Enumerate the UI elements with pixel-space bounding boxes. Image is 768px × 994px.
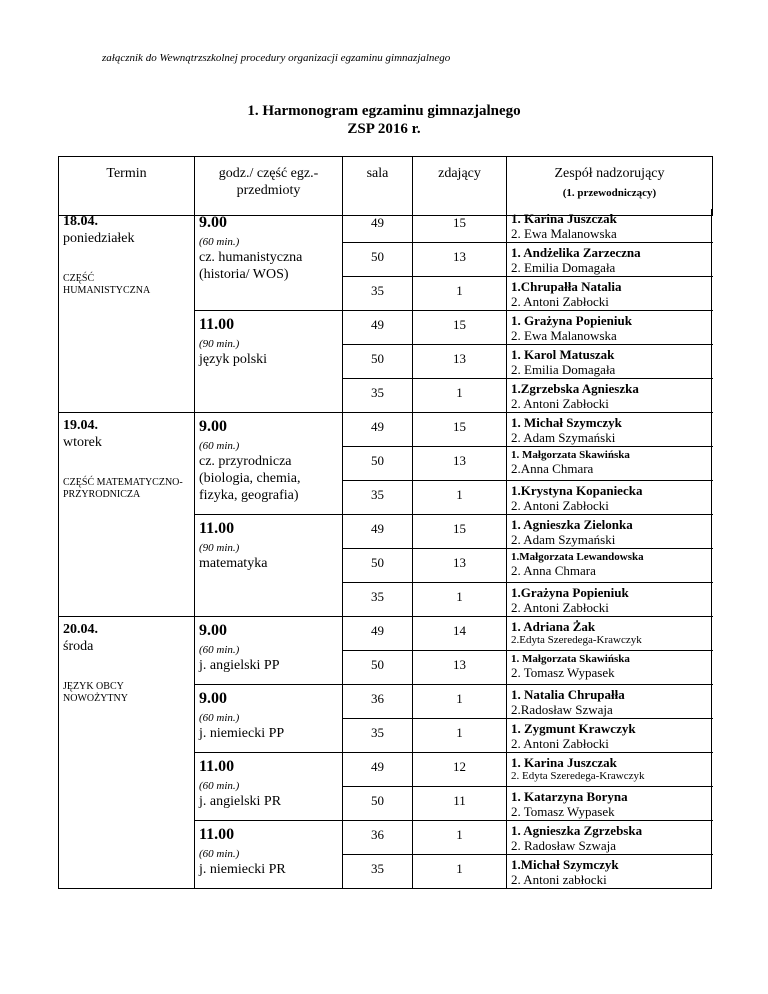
supervisors-cell	[507, 209, 712, 243]
exam-part: JĘZYK OBCY NOWOŻYTNY	[63, 681, 128, 704]
day-date: 19.04.	[63, 418, 98, 433]
table-header-row	[59, 157, 713, 216]
students-cell: 15	[453, 419, 466, 434]
chair-name: 1. Agnieszka Zgrzebska	[511, 823, 643, 838]
header-godz: godz./ część egz.- przedmioty	[195, 157, 343, 216]
member-name: 2. Adam Szymański	[511, 430, 616, 445]
member-name: 2. Adam Szymański	[511, 532, 616, 547]
students-cell: 13	[453, 453, 466, 468]
document-title	[0, 102, 768, 138]
day-cell	[59, 209, 194, 413]
students-cell: 13	[453, 351, 466, 366]
supervisors-cell	[507, 787, 712, 821]
supervisors-cell	[507, 379, 712, 413]
students-cell: 1	[456, 827, 463, 842]
supervisors-cell	[507, 583, 712, 617]
session-subject: cz. humanistyczna (historia/ WOS)	[199, 250, 303, 282]
supervisors-cell	[507, 447, 712, 481]
session-duration: (60 min.)	[199, 780, 240, 792]
day-weekday: poniedziałek	[63, 231, 135, 246]
chair-name: 1. Karina Juszczak	[511, 755, 617, 770]
chair-name: 1.Krystyna Kopaniecka	[511, 483, 643, 498]
session-subject: cz. przyrodnicza (biologia, chemia, fizyka, geografia)	[199, 454, 301, 503]
supervisors-cell	[507, 855, 712, 889]
day-weekday: środa	[63, 639, 94, 654]
session-time: 9.00	[199, 418, 227, 435]
member-name: 2. Emilia Domagała	[511, 362, 616, 377]
member-name: 2. Antoni zabłocki	[511, 872, 607, 887]
students-cell: 1	[456, 589, 463, 604]
room-cell: 49	[371, 419, 384, 434]
session-subject: j. niemiecki PR	[199, 862, 286, 877]
session-cell	[195, 311, 342, 413]
member-name: 2.Radosław Szwaja	[511, 702, 613, 717]
member-name: 2. Edyta Szeredega-Krawczyk	[511, 770, 645, 782]
session-cell	[195, 515, 342, 617]
students-cell: 15	[453, 521, 466, 536]
supervisors-cell	[507, 277, 712, 311]
member-name: 2. Anna Chmara	[511, 563, 596, 578]
day-cell	[59, 413, 194, 617]
header-zdajacy: zdający	[413, 157, 507, 216]
supervisors-cell	[507, 515, 712, 549]
room-cell: 49	[371, 215, 384, 230]
session-cell	[195, 413, 342, 515]
room-cell: 50	[371, 793, 384, 808]
schedule-body	[58, 209, 712, 889]
member-name: 2. Antoni Zabłocki	[511, 396, 609, 411]
session-time: 11.00	[199, 758, 235, 775]
students-cell: 12	[453, 759, 466, 774]
member-name: 2. Antoni Zabłocki	[511, 498, 609, 513]
chair-name: 1. Karol Matuszak	[511, 347, 615, 362]
header-zespol: Zespół nadzorujący (1. przewodniczący)	[507, 157, 713, 216]
session-duration: (60 min.)	[199, 236, 240, 248]
room-cell: 50	[371, 351, 384, 366]
title-line-1: 1. Harmonogram egzaminu gimnazjalnego	[247, 103, 521, 119]
supervisors-cell	[507, 719, 712, 753]
room-cell: 50	[371, 453, 384, 468]
room-cell: 35	[371, 385, 384, 400]
room-cell: 35	[371, 589, 384, 604]
session-subject: matematyka	[199, 556, 268, 571]
session-cell	[195, 617, 342, 685]
session-time: 9.00	[199, 690, 227, 707]
session-time: 11.00	[199, 520, 235, 537]
room-cell: 35	[371, 861, 384, 876]
schedule-table	[58, 156, 713, 216]
students-cell: 1	[456, 691, 463, 706]
supervisors-cell	[507, 345, 712, 379]
member-name: 2. Antoni Zabłocki	[511, 736, 609, 751]
students-cell: 15	[453, 215, 466, 230]
students-cell: 13	[453, 555, 466, 570]
supervisors-cell	[507, 481, 712, 515]
students-cell: 11	[453, 793, 466, 808]
students-cell: 13	[453, 249, 466, 264]
chair-name: 1. Katarzyna Boryna	[511, 789, 628, 804]
session-subject: j. niemiecki PP	[199, 726, 285, 741]
supervisors-cell	[507, 617, 712, 651]
chair-name: 1. Karina Juszczak	[511, 211, 617, 226]
session-time: 9.00	[199, 214, 227, 231]
day-weekday: wtorek	[63, 435, 102, 450]
chair-name: 1.Michał Szymczyk	[511, 857, 619, 872]
member-name: 2. Ewa Malanowska	[511, 226, 617, 241]
session-cell	[195, 821, 342, 889]
exam-part: CZĘŚĆ HUMANISTYCZNA	[63, 273, 151, 296]
session-cell	[195, 209, 342, 311]
session-duration: (90 min.)	[199, 338, 240, 350]
supervisors-cell	[507, 821, 712, 855]
supervisors-cell	[507, 753, 712, 787]
room-cell: 36	[371, 827, 384, 842]
room-cell: 35	[371, 283, 384, 298]
chair-name: 1. Michał Szymczyk	[511, 415, 622, 430]
room-cell: 49	[371, 317, 384, 332]
session-cell	[195, 685, 342, 753]
supervisors-cell	[507, 549, 712, 583]
supervisors-cell	[507, 243, 712, 277]
day-cell	[59, 617, 194, 889]
member-name: 2. Antoni Zabłocki	[511, 600, 609, 615]
chair-name: 1. Zygmunt Krawczyk	[511, 721, 636, 736]
session-duration: (60 min.)	[199, 712, 240, 724]
chair-name: 1.Grażyna Popieniuk	[511, 585, 629, 600]
session-subject: j. angielski PP	[199, 658, 280, 673]
chair-name: 1. Andżelika Zarzeczna	[511, 245, 641, 260]
chair-name: 1. Małgorzata Skawińska	[511, 449, 630, 461]
session-subject: j. angielski PR	[199, 794, 282, 809]
member-name: 2. Ewa Malanowska	[511, 328, 617, 343]
session-duration: (90 min.)	[199, 542, 240, 554]
exam-part: CZĘŚĆ MATEMATYCZNO-PRZYRODNICZA	[63, 477, 183, 500]
header-note: załącznik do Wewnątrzszkolnej procedury organizacji egzaminu gimnazjalnego	[102, 52, 451, 64]
chair-name: 1. Adriana Żak	[511, 619, 596, 634]
room-cell: 50	[371, 249, 384, 264]
room-cell: 36	[371, 691, 384, 706]
chair-name: 1.Chrupałła Natalia	[511, 279, 622, 294]
supervisors-cell	[507, 311, 712, 345]
title-line-2: ZSP 2016 r.	[347, 121, 421, 137]
session-time: 11.00	[199, 316, 235, 333]
room-cell: 50	[371, 657, 384, 672]
chair-name: 1.Zgrzebska Agnieszka	[511, 381, 639, 396]
header-zespol-sub: (1. przewodniczący)	[562, 187, 657, 199]
session-duration: (60 min.)	[199, 848, 240, 860]
member-name: 2.Edyta Szeredega-Krawczyk	[511, 634, 642, 646]
session-cell	[195, 753, 342, 821]
session-duration: (60 min.)	[199, 644, 240, 656]
room-cell: 49	[371, 623, 384, 638]
header-sala: sala	[343, 157, 413, 216]
students-cell: 14	[453, 623, 466, 638]
member-name: 2. Emilia Domagała	[511, 260, 616, 275]
supervisors-cell	[507, 413, 712, 447]
students-cell: 1	[456, 283, 463, 298]
session-time: 11.00	[199, 826, 235, 843]
supervisors-cell	[507, 685, 712, 719]
member-name: 2. Tomasz Wypasek	[511, 804, 615, 819]
room-cell: 35	[371, 725, 384, 740]
chair-name: 1.Małgorzata Lewandowska	[511, 551, 644, 563]
member-name: 2. Radosław Szwaja	[511, 838, 617, 853]
member-name: 2. Tomasz Wypasek	[511, 665, 615, 680]
session-subject: język polski	[199, 352, 268, 367]
room-cell: 35	[371, 487, 384, 502]
students-cell: 1	[456, 487, 463, 502]
students-cell: 1	[456, 385, 463, 400]
day-date: 20.04.	[63, 622, 98, 637]
students-cell: 1	[456, 725, 463, 740]
member-name: 2. Antoni Zabłocki	[511, 294, 609, 309]
room-cell: 49	[371, 759, 384, 774]
session-duration: (60 min.)	[199, 440, 240, 452]
member-name: 2.Anna Chmara	[511, 461, 594, 476]
header-termin: Termin	[59, 157, 195, 216]
chair-name: 1. Grażyna Popieniuk	[511, 313, 632, 328]
room-cell: 50	[371, 555, 384, 570]
day-date: 18.04.	[63, 214, 98, 229]
chair-name: 1. Małgorzata Skawińska	[511, 653, 630, 665]
students-cell: 1	[456, 861, 463, 876]
students-cell: 13	[453, 657, 466, 672]
chair-name: 1. Agnieszka Zielonka	[511, 517, 633, 532]
supervisors-cell	[507, 651, 712, 685]
room-cell: 49	[371, 521, 384, 536]
session-time: 9.00	[199, 622, 227, 639]
students-cell: 15	[453, 317, 466, 332]
chair-name: 1. Natalia Chrupałła	[511, 687, 625, 702]
